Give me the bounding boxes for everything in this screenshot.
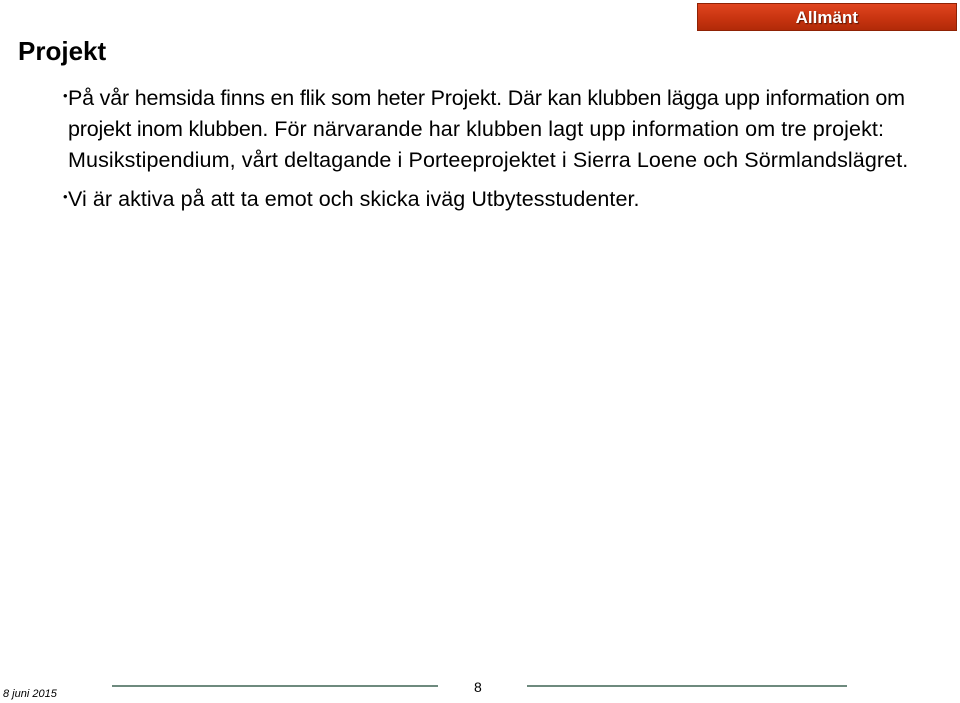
page-number: 8	[474, 679, 482, 695]
bullet-icon: •	[63, 189, 68, 204]
footer-date: 8 juni 2015	[3, 688, 57, 700]
footer-divider-right	[527, 685, 847, 687]
section-badge: Allmänt	[697, 3, 957, 31]
slide-content	[63, 83, 938, 222]
bullet-text-continued: För närvarande har klubben lagt upp information om tre projekt: Musikstipendium, vårt deltagande i Porteeprojektet i Sierra Loene och Sörmlandslägret.	[68, 117, 909, 172]
bullet-item	[63, 83, 938, 176]
footer-divider-left	[112, 685, 438, 687]
bullet-text: På vår hemsida finns en flik som heter Projekt. Där kan klubben lägga upp information om projekt inom klubben.	[68, 86, 905, 141]
bullet-icon: •	[63, 88, 68, 103]
bullet-text: Vi är aktiva på att ta emot och skicka iväg Utbytesstudenter.	[68, 187, 640, 211]
page-title: Projekt	[18, 36, 107, 66]
bullet-item	[63, 184, 938, 214]
